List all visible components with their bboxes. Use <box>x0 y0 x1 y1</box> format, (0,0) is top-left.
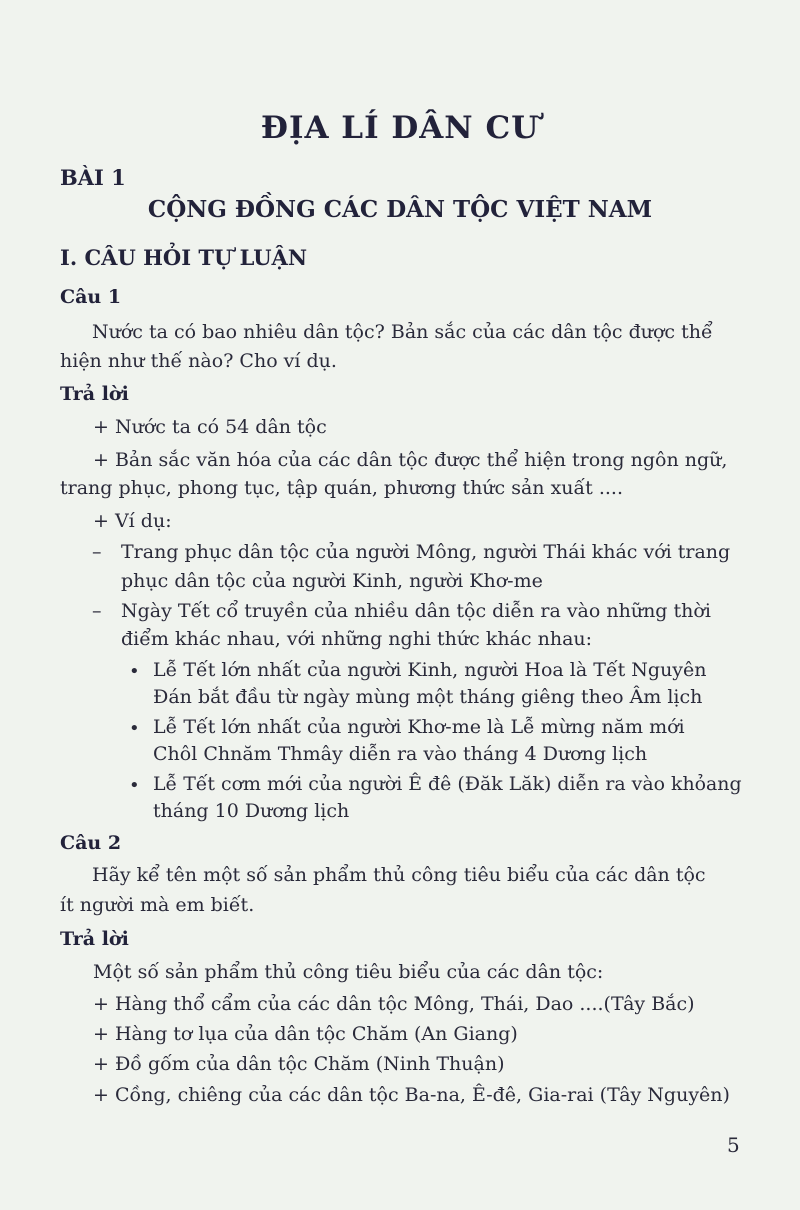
question-2-text: ít người mà em biết. <box>60 894 255 916</box>
bullet-item-line: Lễ Tết lớn nhất của người Kinh, người Hoa là Tết Nguyên <box>153 659 707 681</box>
dash-item-line: phục dân tộc của người Kinh, người Khơ-me <box>121 570 543 592</box>
question-2-text: Hãy kể tên một số sản phẩm thủ công tiêu biểu của các dân tộc <box>92 864 706 886</box>
bullet-marker: • <box>129 775 140 796</box>
answer-1-line: + Bản sắc văn hóa của các dân tộc được thể hiện trong ngôn ngữ, <box>93 449 728 471</box>
dash-item-line: điểm khác nhau, với những nghi thức khác nhau: <box>121 628 593 650</box>
bullet-item-line: tháng 10 Dương lịch <box>153 800 350 822</box>
bullet-item-line: Lễ Tết lớn nhất của người Khơ-me là Lễ mừng năm mới <box>153 716 685 738</box>
dash-marker: – <box>92 541 102 563</box>
answer-2-line: Một số sản phẩm thủ công tiêu biểu của các dân tộc: <box>93 961 604 983</box>
answer-2-label: Trả lời <box>60 928 129 950</box>
question-1-text: hiện như thế nào? Cho ví dụ. <box>60 350 337 372</box>
bullet-marker: • <box>129 718 140 739</box>
answer-1-line: + Nước ta có 54 dân tộc <box>93 416 327 438</box>
dash-marker: – <box>92 600 102 622</box>
answer-1-line: + Ví dụ: <box>93 510 172 532</box>
answer-1-label: Trả lời <box>60 383 129 405</box>
answer-2-line: + Đồ gốm của dân tộc Chăm (Ninh Thuận) <box>93 1053 505 1075</box>
page-number: 5 <box>727 1133 740 1157</box>
answer-2-line: + Hàng thổ cẩm của các dân tộc Mông, Thái, Dao ....(Tây Bắc) <box>93 993 695 1015</box>
answer-2-line: + Hàng tơ lụa của dân tộc Chăm (An Giang) <box>93 1023 518 1045</box>
answer-1-line: trang phục, phong tục, tập quán, phương thức sản xuất .... <box>60 477 624 499</box>
answer-2-line: + Cồng, chiêng của các dân tộc Ba-na, Ê-đê, Gia-rai (Tây Nguyên) <box>93 1084 730 1106</box>
bullet-item-line: Đán bắt đầu từ ngày mùng một tháng giêng theo Âm lịch <box>153 686 703 708</box>
section-heading: I. CÂU HỎI TỰ LUẬN <box>60 245 308 270</box>
bullet-item-line: Chôl Chnăm Thmây diễn ra vào tháng 4 Dương lịch <box>153 743 648 765</box>
bullet-marker: • <box>129 661 140 682</box>
question-1-text: Nước ta có bao nhiêu dân tộc? Bản sắc của các dân tộc được thể <box>92 321 713 343</box>
dash-item-line: Ngày Tết cổ truyền của nhiều dân tộc diễn ra vào những thời <box>121 600 711 622</box>
lesson-title: CỘNG ĐỒNG CÁC DÂN TỘC VIỆT NAM <box>147 196 653 223</box>
question-2-label: Câu 2 <box>60 832 122 854</box>
dash-item-line: Trang phục dân tộc của người Mông, người Thái khác với trang <box>121 541 731 563</box>
chapter-title: ĐỊA LÍ DÂN CƯ <box>260 110 540 146</box>
lesson-label: BÀI 1 <box>60 165 126 190</box>
question-1-label: Câu 1 <box>60 286 122 308</box>
bullet-item-line: Lễ Tết cơm mới của người Ê đê (Đăk Lăk) diễn ra vào khỏang <box>153 773 742 795</box>
